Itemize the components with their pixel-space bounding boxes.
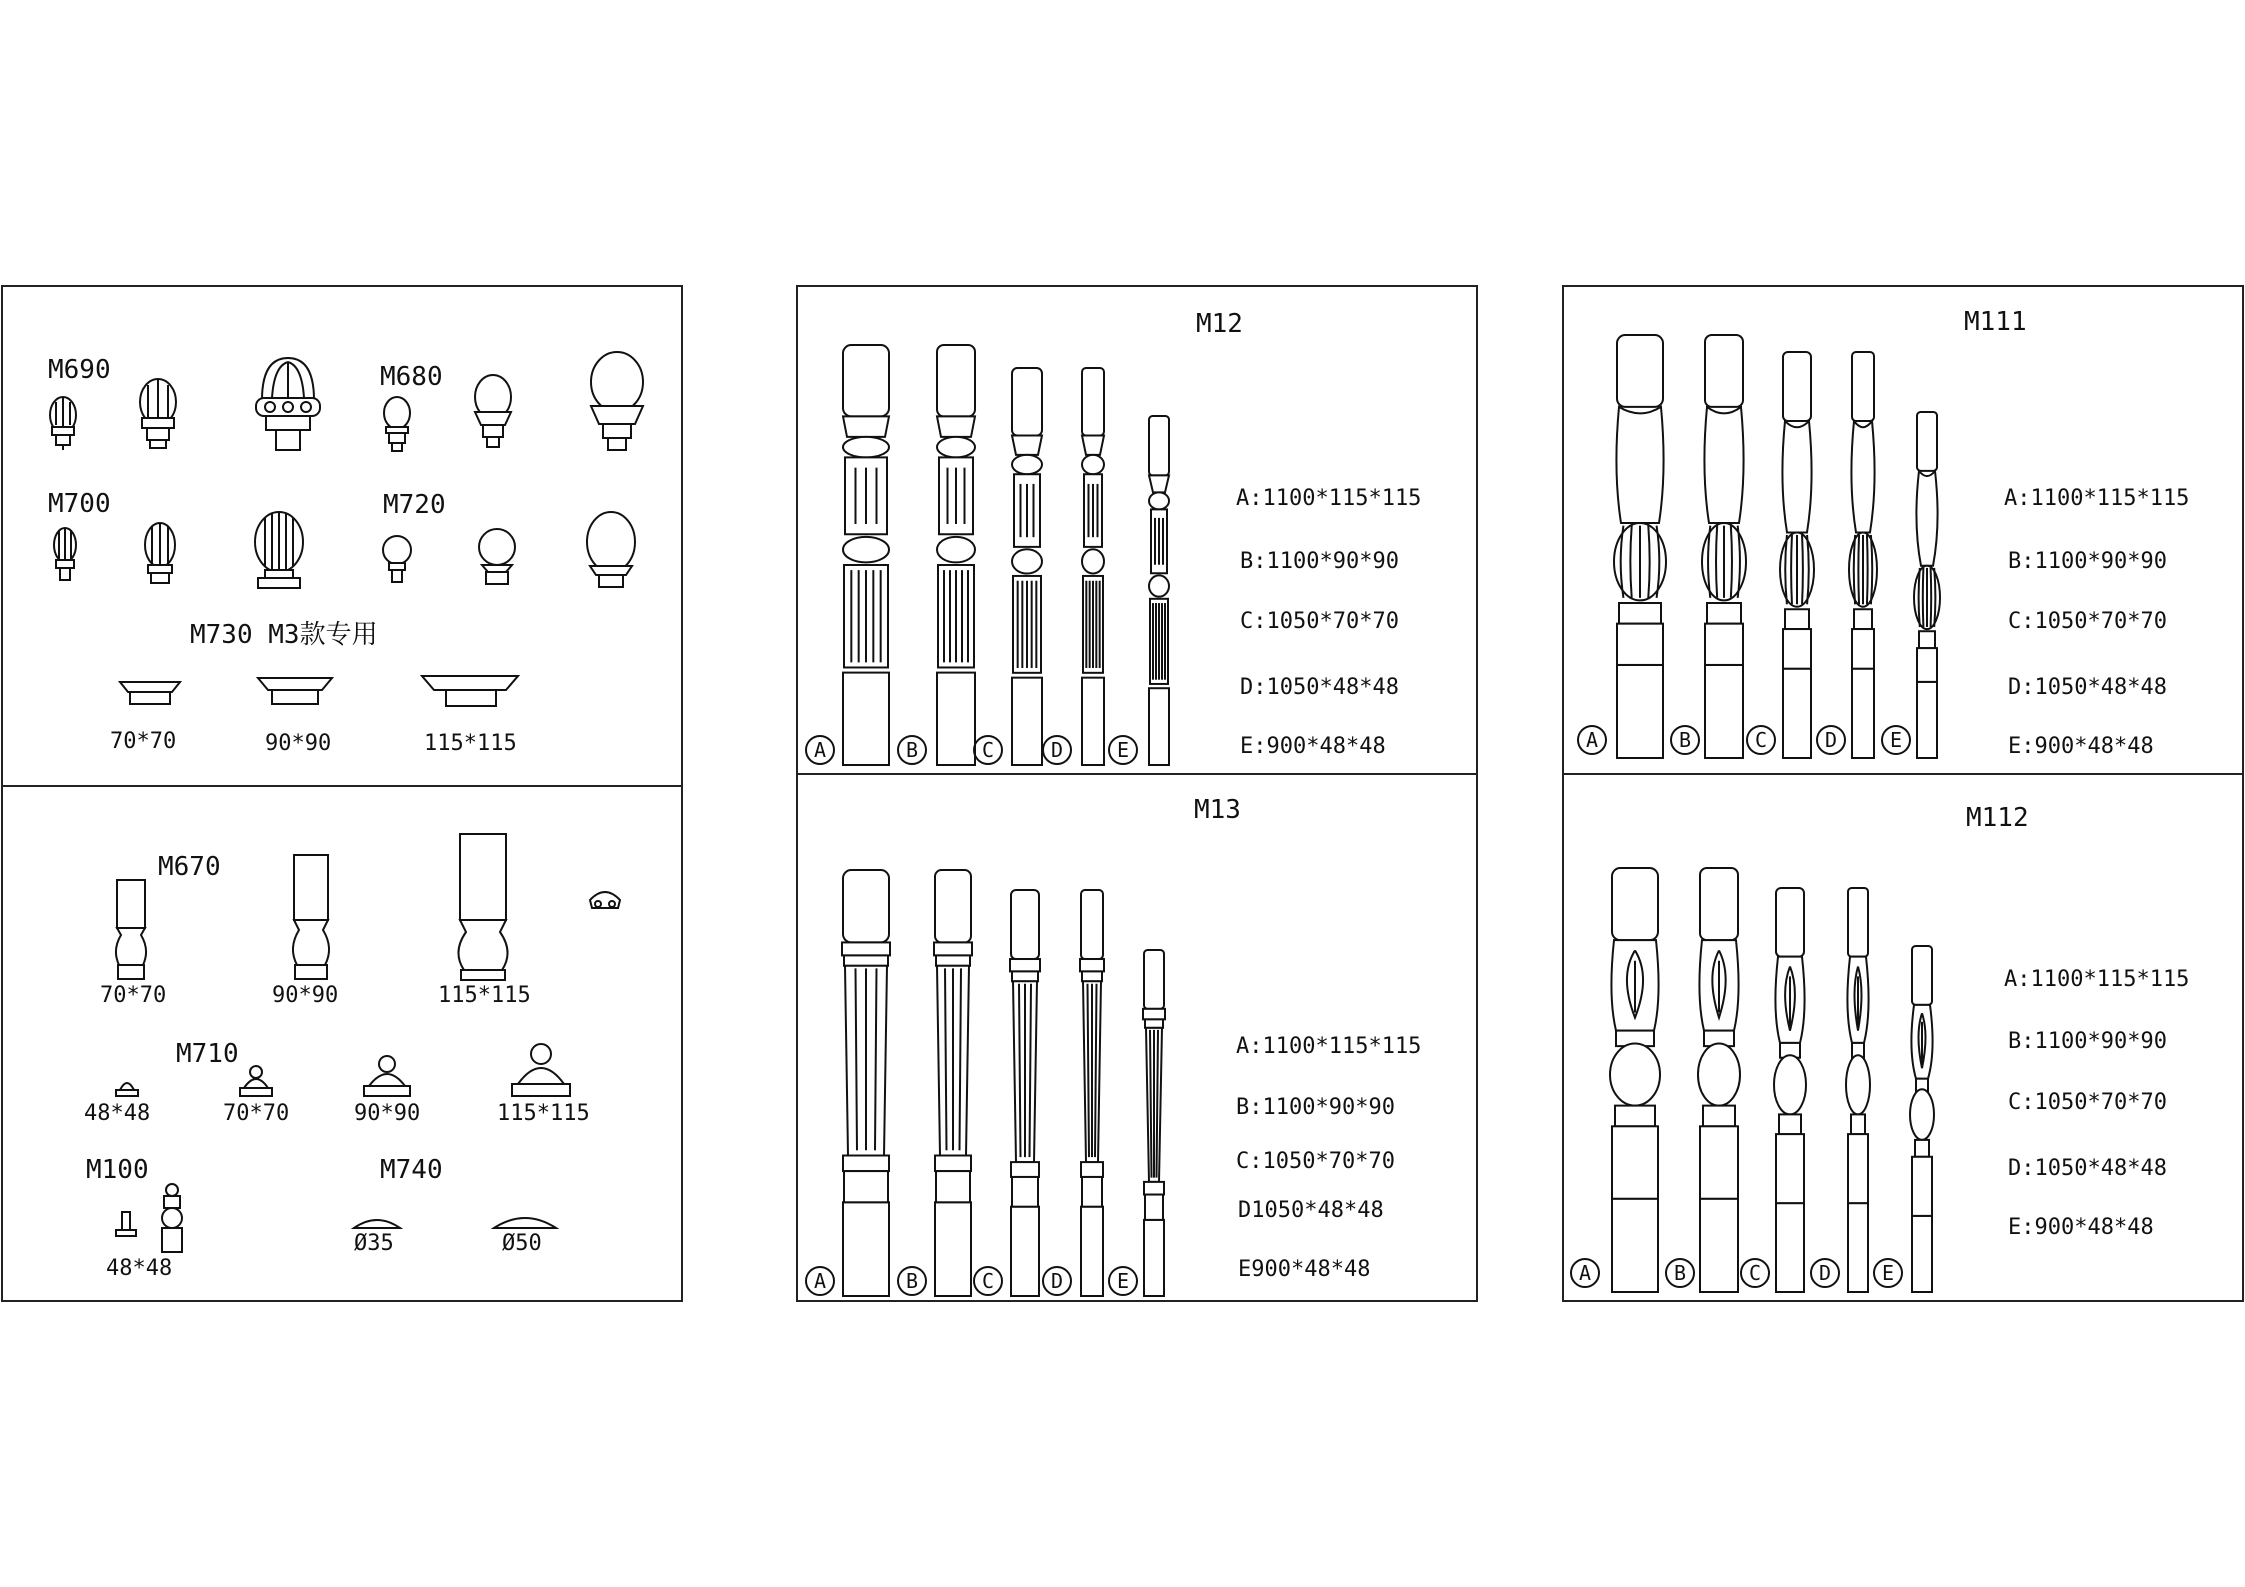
marker-letter: A [1578, 1261, 1592, 1285]
marker-e [1109, 1267, 1137, 1295]
size-m670-70: 70*70 [100, 983, 167, 1008]
size-m740-35: Ø35 [354, 1231, 394, 1256]
marker-e [1109, 736, 1137, 764]
spec-a: A:1100*115*115 [2004, 967, 2190, 992]
spec-c: C:1050*70*70 [1240, 609, 1399, 634]
spec-d: D:1050*48*48 [2008, 675, 2167, 700]
baluster-d [1080, 890, 1104, 1296]
post-m100-small [116, 1212, 136, 1236]
finial-m700-medium [145, 523, 175, 583]
baluster-b [1702, 335, 1746, 758]
spec-e: E:900*48*48 [2008, 1215, 2154, 1240]
baluster-a [843, 345, 889, 765]
marker-b [898, 736, 926, 764]
spec-b: B:1100*90*90 [1240, 549, 1399, 574]
cap-m740-50 [494, 1218, 556, 1228]
size-m730-70: 70*70 [110, 729, 177, 754]
cap-m730-115 [422, 676, 518, 706]
cap-m730-90 [258, 678, 332, 704]
size-m670-90: 90*90 [272, 983, 339, 1008]
label-m680: M680 [380, 362, 443, 392]
label-m730: M730 M3款专用 [190, 620, 378, 650]
panel-title: M13 [1194, 795, 1241, 825]
finial-m700-small [54, 528, 76, 580]
marker-d [1811, 1259, 1839, 1287]
panel-m13 [797, 774, 1477, 1301]
marker-c [974, 736, 1002, 764]
size-m710-90: 90*90 [354, 1101, 421, 1126]
spec-d: D1050*48*48 [1238, 1198, 1384, 1223]
newel-m670-90 [293, 855, 329, 979]
spec-a: A:1100*115*115 [1236, 1034, 1422, 1059]
panel-title: M112 [1966, 803, 2029, 833]
size-m670-115: 115*115 [438, 983, 531, 1008]
handrail-profile [590, 892, 620, 908]
newel-m670-70 [116, 880, 146, 979]
size-m710-48: 48*48 [84, 1101, 151, 1126]
label-m100: M100 [86, 1155, 149, 1185]
marker-letter: B [905, 738, 919, 762]
marker-letter: A [813, 1269, 827, 1293]
panel-finials [2, 286, 682, 786]
finial-m680-small [384, 397, 410, 451]
spec-c: C:1050*70*70 [2008, 609, 2167, 634]
baluster-c [1774, 888, 1806, 1292]
baluster-d [1846, 888, 1870, 1292]
baluster-e [1149, 416, 1169, 765]
baluster-a [1610, 868, 1660, 1292]
marker-a [806, 1267, 834, 1295]
label-m690: M690 [48, 355, 111, 385]
baluster-a [842, 870, 890, 1296]
marker-c [1747, 726, 1775, 754]
finial-m690-large [256, 358, 320, 450]
finial-m720-medium [479, 529, 515, 584]
spec-b: B:1100*90*90 [1236, 1095, 1395, 1120]
baluster-d [1849, 352, 1877, 758]
newel-m670-115 [458, 834, 507, 980]
finial-m720-large [587, 512, 635, 587]
marker-e [1882, 726, 1910, 754]
panel-m12 [797, 286, 1477, 774]
marker-b [898, 1267, 926, 1295]
spec-c: C:1050*70*70 [2008, 1090, 2167, 1115]
marker-letter: E [1116, 738, 1130, 762]
spec-e: E:900*48*48 [1240, 734, 1386, 759]
spec-list [1236, 1034, 1421, 1282]
marker-letter: C [1754, 728, 1768, 752]
spec-list [1236, 486, 1421, 759]
label-m720: M720 [383, 490, 446, 520]
baluster-e [1914, 412, 1940, 758]
finial-m700-large [255, 512, 303, 588]
size-m710-115: 115*115 [497, 1101, 590, 1126]
marker-a [1578, 726, 1606, 754]
spec-e: E:900*48*48 [2008, 734, 2154, 759]
label-m670: M670 [158, 852, 221, 882]
baluster-d [1082, 368, 1104, 765]
marker-letter: D [1050, 1269, 1064, 1293]
marker-d [1817, 726, 1845, 754]
cap-m740-35 [354, 1220, 400, 1228]
marker-letter: A [1585, 728, 1599, 752]
marker-letter: B [1678, 728, 1692, 752]
size-m730-90: 90*90 [265, 731, 332, 756]
size-m100: 48*48 [106, 1256, 173, 1281]
post-m100-large [162, 1184, 182, 1252]
marker-c [1741, 1259, 1769, 1287]
marker-a [1571, 1259, 1599, 1287]
marker-letter: D [1050, 738, 1064, 762]
baluster-a [1614, 335, 1666, 758]
spec-a: A:1100*115*115 [1236, 486, 1422, 511]
spec-list [2004, 967, 2189, 1240]
baluster-c [1010, 890, 1040, 1296]
marker-letter: C [981, 1269, 995, 1293]
label-m710: M710 [176, 1039, 239, 1069]
finial-m690-small [50, 397, 76, 450]
baluster-c [1012, 368, 1042, 765]
marker-letter: C [981, 738, 995, 762]
panel-newels [2, 786, 682, 1301]
marker-letter: E [1881, 1261, 1895, 1285]
spec-list [2004, 486, 2189, 759]
spec-d: D:1050*48*48 [1240, 675, 1399, 700]
spec-b: B:1100*90*90 [2008, 549, 2167, 574]
marker-letter: E [1889, 728, 1903, 752]
panel-m112 [1563, 774, 2243, 1301]
size-m740-50: Ø50 [502, 1231, 542, 1256]
cap-m710-115 [512, 1044, 570, 1096]
finial-m720-small [383, 536, 411, 582]
baluster-e [1910, 946, 1934, 1292]
baluster-b [1698, 868, 1740, 1292]
cap-m710-90 [364, 1056, 410, 1096]
size-m710-70: 70*70 [223, 1101, 290, 1126]
marker-a [806, 736, 834, 764]
marker-letter: B [1673, 1261, 1687, 1285]
baluster-b [934, 870, 972, 1296]
size-m730-115: 115*115 [424, 731, 517, 756]
cap-m710-48 [116, 1083, 138, 1096]
spec-a: A:1100*115*115 [2004, 486, 2190, 511]
marker-c [974, 1267, 1002, 1295]
panel-m111 [1563, 286, 2243, 774]
finial-m680-large [591, 352, 643, 450]
label-m700: M700 [48, 489, 111, 519]
marker-letter: C [1748, 1261, 1762, 1285]
cap-m710-70 [240, 1066, 272, 1096]
baluster-e [1143, 950, 1165, 1296]
spec-e: E900*48*48 [1238, 1257, 1371, 1282]
marker-letter: D [1824, 728, 1838, 752]
baluster-c [1780, 352, 1814, 758]
finial-m680-medium [475, 375, 511, 447]
marker-d [1043, 736, 1071, 764]
marker-letter: D [1818, 1261, 1832, 1285]
finial-m690-medium [140, 379, 176, 448]
spec-b: B:1100*90*90 [2008, 1029, 2167, 1054]
panel-title: M12 [1196, 309, 1243, 339]
panel-title: M111 [1964, 307, 2027, 337]
label-m740: M740 [380, 1155, 443, 1185]
marker-b [1671, 726, 1699, 754]
cap-m730-70 [120, 682, 180, 704]
baluster-b [937, 345, 975, 765]
marker-letter: E [1116, 1269, 1130, 1293]
marker-b [1666, 1259, 1694, 1287]
marker-letter: B [905, 1269, 919, 1293]
panel-frame [2, 786, 682, 1301]
spec-c: C:1050*70*70 [1236, 1149, 1395, 1174]
marker-d [1043, 1267, 1071, 1295]
spec-d: D:1050*48*48 [2008, 1156, 2167, 1181]
marker-letter: A [813, 738, 827, 762]
marker-e [1874, 1259, 1902, 1287]
